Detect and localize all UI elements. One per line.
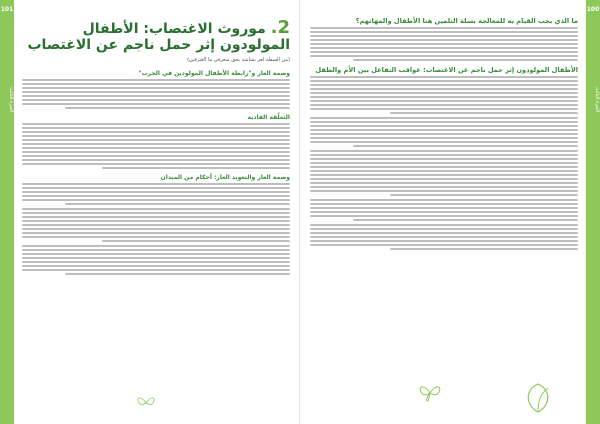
chapter-title-line2: المولودون إثر حمل ناجم عن الاغتصاب — [27, 37, 290, 53]
chapter-subtitle: (من السفلة لعز نشاشة بحق منعرفي ما الغترفين) — [187, 57, 290, 63]
body-paragraph — [310, 150, 578, 196]
section-heading-1: وصمة العار و"رابطة الأطفال المولودين في الحرب" — [138, 70, 290, 77]
body-paragraph — [22, 79, 290, 109]
right-edge-band — [586, 0, 600, 424]
body-paragraph — [22, 183, 290, 205]
section-heading-3: وصمة العار والتعويد العار: أحكام من الميدان — [160, 174, 290, 181]
section-heading-2: التعلّقة الفادية — [247, 114, 290, 121]
body-paragraph — [22, 123, 290, 169]
left-page-content — [22, 12, 290, 278]
right-page-number: 100 — [586, 6, 600, 13]
chapter-title-line1: موروث الاغتصاب: الأطفال — [82, 21, 266, 37]
body-paragraph — [22, 208, 290, 242]
body-paragraph — [310, 224, 578, 250]
section-heading-right-2: الأطفال المولودون إثر حمل ناجم عن الاغتصاب: عواقب التفاعل بين الأم والطفل — [315, 66, 578, 74]
body-paragraph — [22, 245, 290, 275]
right-page — [300, 0, 600, 424]
chapter-number: 2. — [270, 17, 290, 38]
left-edge-band — [0, 0, 14, 424]
leaf-swirl-icon — [518, 376, 558, 416]
section-heading-right-1: ما الذي يجب القيام به للمعالجة بسلة التلمين هتا الأطفال والمهاتهم؟ — [355, 17, 578, 25]
right-page-content — [310, 12, 578, 253]
right-band-label: الجزء الثالث — [594, 87, 600, 113]
butterfly-icon — [136, 395, 156, 411]
body-paragraph — [310, 117, 578, 147]
body-paragraph — [310, 76, 578, 114]
left-band-label: الجزء الثالث — [8, 87, 14, 113]
body-paragraph — [310, 199, 578, 221]
body-paragraph — [310, 27, 578, 61]
chapter-title — [22, 17, 290, 53]
butterfly-icon — [418, 384, 442, 402]
left-page-number: 101 — [0, 6, 14, 13]
